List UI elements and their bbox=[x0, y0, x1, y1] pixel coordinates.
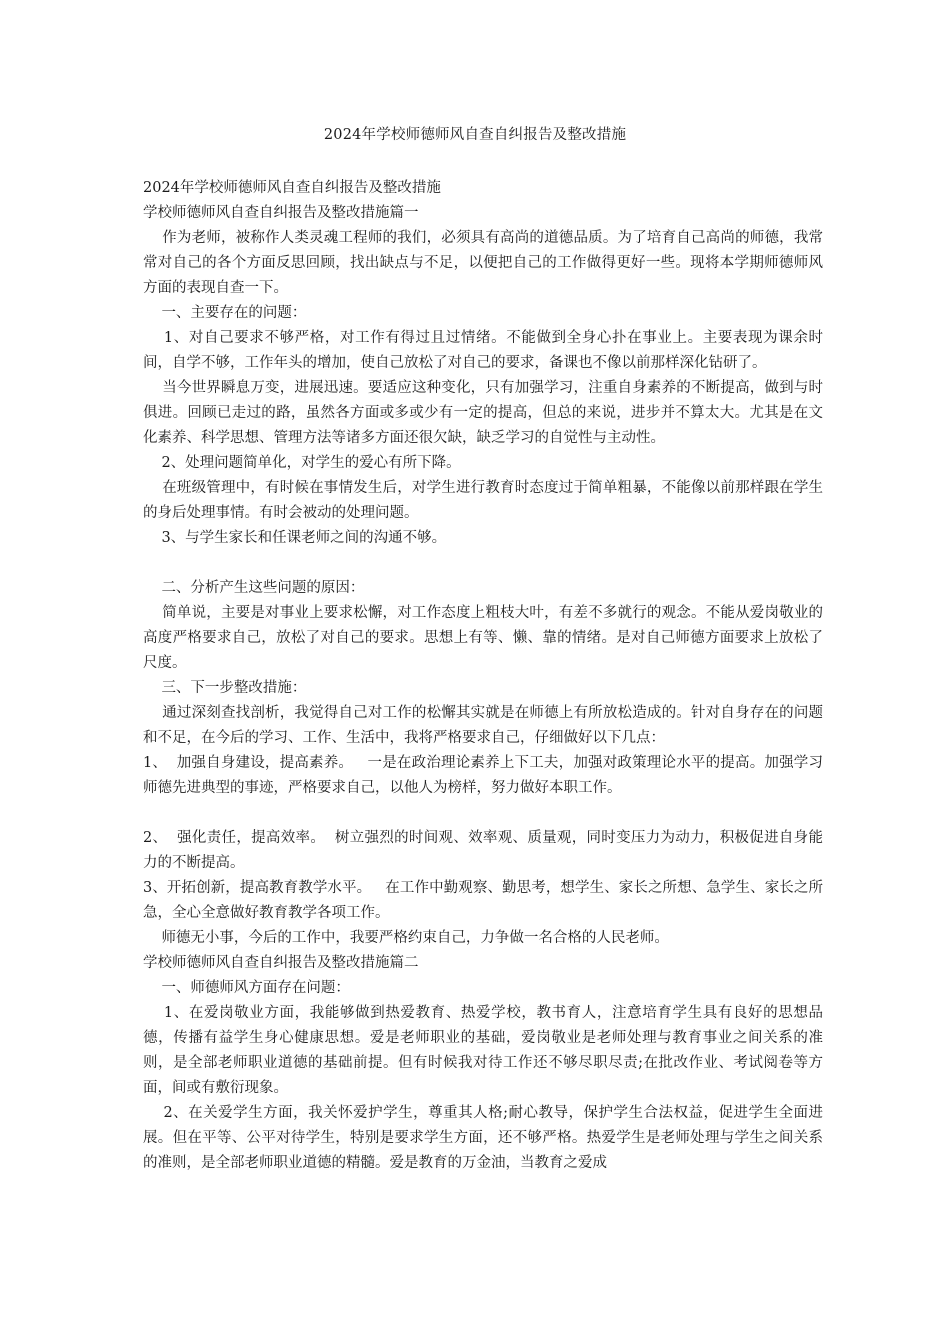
paragraph: 3、与学生家长和任课老师之间的沟通不够。 bbox=[143, 530, 447, 546]
blank-line bbox=[143, 551, 823, 576]
paragraph: 2、在关爱学生方面，我关怀爱护学生，尊重其人格;耐心教导，保护学生合法权益，促进学生全面进展。但在平等、公平对待学生，特别是要求学生方面，还不够严格。热爱学生是老师处理与学生之间关系的准则，是全部老师职业道德的精髓。爱是教育的万金油，当教育之爱成 bbox=[143, 1105, 824, 1171]
blank-line bbox=[143, 801, 823, 826]
paragraph: 通过深刻查找剖析，我觉得自己对工作的松懈其实就是在师德上有所放松造成的。针对自身存在的问题和不足，在今后的学习、工作、生活中，我将严格要求自己，仔细做好以下几点： bbox=[143, 705, 824, 746]
paragraph: 学校师德师风自查自纠报告及整改措施篇一 bbox=[143, 205, 419, 221]
paragraph: 简单说，主要是对事业上要求松懈，对工作态度上粗枝大叶，有差不多就行的观念。不能从爱岗敬业的高度严格要求自己，放松了对自己的要求。思想上有等、懒、靠的情绪。是对自己师德方面要求上放松了尺度。 bbox=[143, 605, 824, 671]
paragraph: 3、开拓创新，提高教育教学水平。 在工作中勤观察、勤思考，想学生、家长之所想、急学生、家长之所急，全心全意做好教育教学各项工作。 bbox=[143, 880, 823, 921]
paragraph: 一、主要存在的问题： bbox=[143, 305, 307, 321]
paragraph: 1、在爱岗敬业方面，我能够做到热爱教育、热爱学校，教书育人，注意培育学生具有良好的思想品德，传播有益学生身心健康思想。爱是老师职业的基础，爱岗敬业是老师处理与教育事业之间关系的准则，是全部老师职业道德的基础前提。但有时候我对待工作还不够尽职尽责;在批改作业、考试阅卷等方面，间或有敷衍现象。 bbox=[143, 1005, 823, 1096]
document-title: 2024年学校师德师风自查自纠报告及整改措施 bbox=[323, 127, 627, 143]
paragraph: 作为老师，被称作人类灵魂工程师的我们，必须具有高尚的道德品质。为了培育自己高尚的师德，我常常对自己的各个方面反思回顾，找出缺点与不足，以便把自己的工作做得更好一些。现将本学期师德师风方面的表现自查一下。 bbox=[143, 230, 824, 296]
paragraph: 一、师德师风方面存在问题： bbox=[143, 980, 350, 996]
paragraph: 学校师德师风自查自纠报告及整改措施篇二 bbox=[143, 955, 419, 971]
paragraph: 1、对自己要求不够严格，对工作有得过且过情绪。不能做到全身心扑在事业上。主要表现为课余时间，自学不够，工作年头的增加，使自己放松了对自己的要求，备课也不像以前那样深化钻研了。 bbox=[143, 330, 823, 371]
document-body bbox=[143, 176, 823, 1176]
paragraph: 在班级管理中，有时候在事情发生后，对学生进行教育时态度过于简单粗暴，不能像以前那样跟在学生的身后处理事情。有时会被动的处理问题。 bbox=[143, 480, 824, 521]
paragraph: 2、处理问题简单化，对学生的爱心有所下降。 bbox=[143, 455, 461, 471]
paragraph: 师德无小事，今后的工作中，我要严格约束自己，力争做一名合格的人民老师。 bbox=[143, 930, 669, 946]
paragraph: 2024年学校师德师风自查自纠报告及整改措施 bbox=[143, 180, 441, 196]
paragraph: 2、 强化责任，提高效率。 树立强烈的时间观、效率观、质量观，同时变压力为动力，积极促进自身能力的不断提高。 bbox=[143, 830, 823, 871]
paragraph: 三、下一步整改措施： bbox=[143, 680, 307, 696]
paragraph: 当今世界瞬息万变，进展迅速。要适应这种变化，只有加强学习，注重自身素养的不断提高，做到与时俱进。回顾已走过的路，虽然各方面或多或少有一定的提高，但总的来说，进步并不算太大。尤其是在文化素养、科学思想、管理方法等诸多方面还很欠缺，缺乏学习的自觉性与主动性。 bbox=[143, 380, 824, 446]
paragraph: 二、分析产生这些问题的原因： bbox=[143, 580, 365, 596]
paragraph: 1、 加强自身建设，提高素养。 一是在政治理论素养上下工夫，加强对政策理论水平的提高。加强学习师德先进典型的事迹，严格要求自己，以他人为榜样，努力做好本职工作。 bbox=[143, 755, 823, 796]
